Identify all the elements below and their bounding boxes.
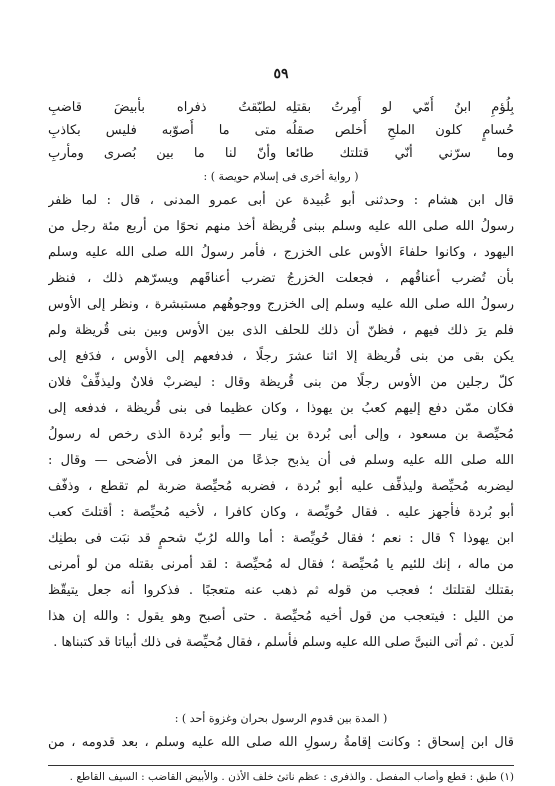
text-line: كلّ رجلين من الأوس رجلًا من بنى قُريظة وقال : ليضربْ فلانٌ وليذفِّفْ فلان: [48, 375, 514, 390]
text-line: يكن بقى من بنى قُريظة إلا اثنا عشرَ رجلًا ، فدفعهم إلى الأوس ، فدَفع إلى: [48, 349, 514, 364]
text-line: بقتلك لقتلتك ؛ فعجب من قوله ثم ذهب عنه متعجبًا . فذكروا أنه جعل يتيقّظ: [48, 583, 514, 598]
text-line: من الليل : فيتعجب من قول أخيه مُحيِّصة . حتى أصبح وهو يقول : والله إن هذا: [48, 609, 514, 624]
poem-verse: [48, 142, 514, 165]
text-line: من ماله ، إنك للئيم يا مُحيِّصة ؛ فقال له مُحيِّصة : لقد أمرنى بقتله من لو أمرنى: [48, 557, 514, 572]
page-number: ٥٩: [273, 66, 289, 82]
body-text: [48, 730, 514, 756]
text-line: لَدين . ثم أتى النبىَّ صلى الله عليه وسلم فأسلم ، فقال مُحيِّصة فى ذلك أبياتا قد كتبناها .: [53, 635, 514, 650]
text-line: قال ابن هشام : وحدثنى أبو عُبيدة عن أبى عمرو المدنى ، قال : لما ظفر: [48, 193, 514, 208]
poem-verse: [48, 119, 514, 142]
text-line: أبو بُردة فأجهز عليه . فقال حُويِّصة ، وكان كافرا ، لأخيه مُحيِّصة : أقتلتَ كعب: [48, 505, 514, 520]
text-line: فكان ممّن دفع إليهم كعبُ بن يهوذا ، وكان عظيما فى بنى قُريظة ، فدفعه إلى: [48, 401, 514, 416]
verse-first-hemistich: حُسامٍ كلون الملحِ أُخلص صقلُه: [285, 123, 514, 138]
text-line: ليضربه مُحيِّصة وليذفِّف عليه أبو بُردة ، فضربه مُحيِّصة ضربة لم تقطع ، وذفّف: [48, 479, 514, 494]
text-line: رسولُ الله صلى الله عليه وسلم ببنى قُريظة أخذ منهم نحوًا من أربع مئة رجل من: [48, 219, 514, 234]
poem: [48, 96, 514, 165]
verse-second-hemistich: وأنّ لنا ما بين بُصرى ومأربِ: [48, 146, 277, 161]
body-text: [48, 188, 514, 656]
verse-first-hemistich: وما سرّني أنّي قتلتك طائعا: [285, 146, 514, 161]
section-heading: ( رواية أخرى فى إسلام حويصة ) :: [203, 170, 359, 183]
footnote: (١) طبق : قطع وأصاب المفصل . والذفرى : عظم ناتئ خلف الأذن . والأبيض القاضب : السيف القاطع .: [69, 771, 514, 783]
text-line: فلم يرَ ذلك فيهم ، فظنّ أن ذلك للحلف الذى بين الأوس وبين بنى قُريظة ولم: [48, 323, 514, 338]
footnote-separator: [48, 765, 514, 766]
text-line: رسولُ الله صلى الله عليه وسلم إلى الخزرج ووجوهُهم مستبشرة ، ونظر إلى الأوس: [48, 297, 514, 312]
poem-verse: [48, 96, 514, 119]
verse-first-hemistich: بِلُؤمِ ابنُ أُمّي لو أُمِرتُ بقتلِه: [285, 100, 514, 115]
text-line: الله صلى الله عليه وسلم فى أن يذبح جذعًا من المعز فى الأضحى — وقال :: [48, 453, 514, 468]
text-line: قال ابن إسحاق : وكانت إقامةُ رسولِ الله صلى الله عليه وسلم ، بعد قدومه ، من: [48, 735, 514, 750]
text-line: ابن يهوذا ؟ قال : نعم ؛ فقال حُويِّصة : أما والله لرُبّ شحمٍ قد نبَت فى بطنِك: [48, 531, 514, 546]
section-heading: ( المدة بين قدوم الرسول بحران وغزوة أحد ) :: [174, 712, 388, 725]
text-line: مُحيِّصة بن مسعود ، وإلى أبى بُردة بن نِيار — وأبو بُردة الذى رخص له رسولُ: [48, 427, 514, 442]
document-page: [48, 0, 514, 786]
text-line: بأن تُضرب أعناقُهم ، فجعلت الخزرجُ تضرب أعناقَهم ويسرّهم ذلك ، فنظر: [48, 271, 514, 286]
verse-second-hemistich: لطبّقتُ ذفراه بأبيضَ قاضبِ: [48, 100, 277, 115]
text-line: اليهود ، وكانوا حلفاءَ الأوس على الخزرج ، فأمر رسولُ الله صلى الله عليه وسلم: [48, 245, 514, 260]
verse-second-hemistich: متى ما أُصوّبه فليس بكاذبِ: [48, 123, 277, 138]
